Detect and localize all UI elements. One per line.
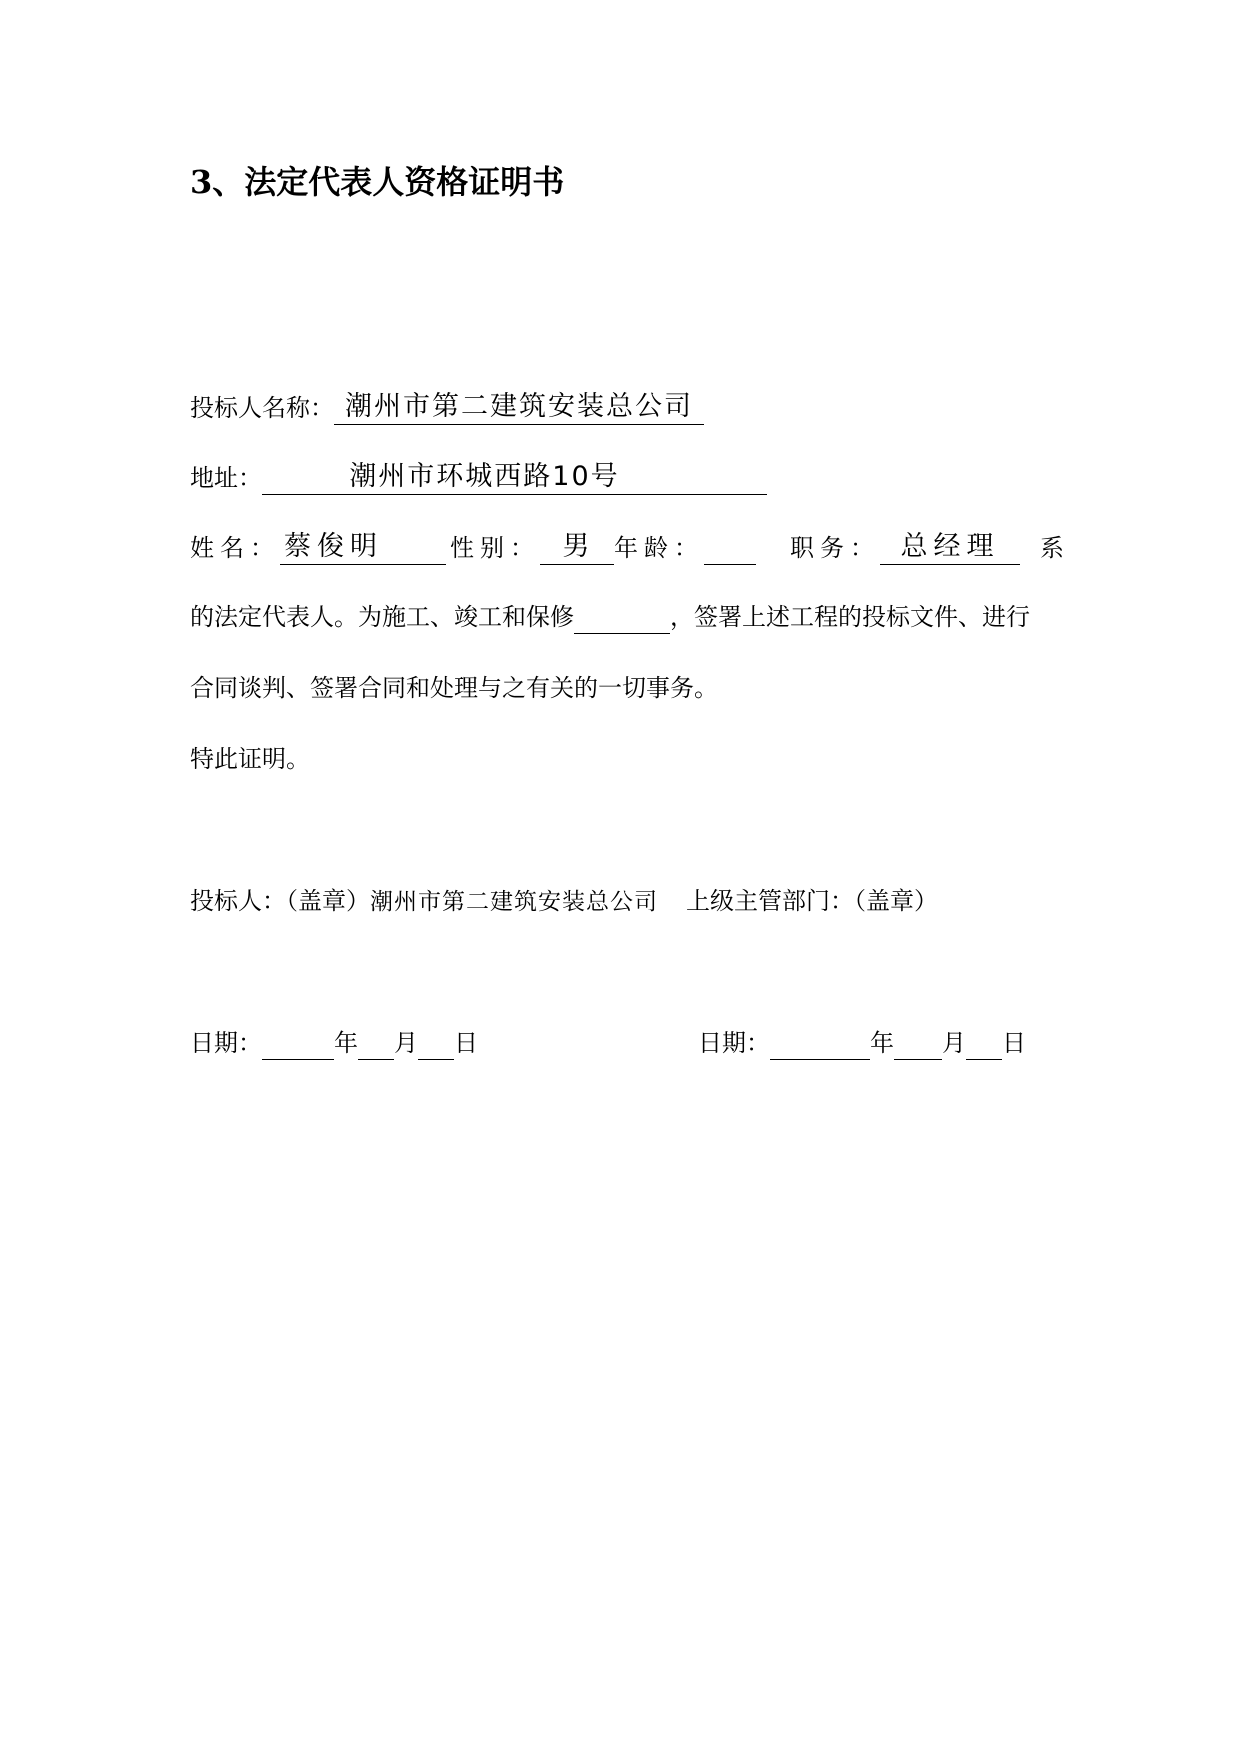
- body-line-3: 特此证明。: [190, 745, 310, 773]
- day-label-right: 日: [1002, 1029, 1026, 1057]
- position-label: 职务：: [790, 534, 880, 562]
- signature-row: [190, 884, 938, 919]
- person-row: [190, 530, 1064, 565]
- month-label-right: 月: [942, 1029, 966, 1057]
- age-field[interactable]: [704, 538, 756, 565]
- bidder-stamp-value: 潮州市第二建筑安装总公司: [370, 889, 658, 915]
- day-field-right[interactable]: [966, 1033, 1002, 1060]
- bidder-name-row: [190, 390, 704, 425]
- month-field-right[interactable]: [894, 1033, 942, 1060]
- address-value: 潮州市环城西路10号: [349, 461, 620, 492]
- year-field-left[interactable]: [262, 1033, 334, 1060]
- document-title: 3、法定代表人资格证明书: [190, 163, 565, 201]
- project-blank[interactable]: [574, 607, 670, 634]
- suffix-text: 系: [1040, 534, 1064, 562]
- date-label-left: 日期：: [190, 1029, 262, 1057]
- body-line-2: 合同谈判、签署合同和处理与之有关的一切事务。: [190, 674, 718, 702]
- address-field[interactable]: [262, 460, 767, 495]
- age-label: 年龄：: [614, 534, 704, 562]
- body-line-1b: ，签署上述工程的投标文件、进行: [670, 603, 1030, 631]
- address-label: 地址：: [190, 464, 262, 492]
- gender-field[interactable]: 男: [540, 530, 614, 565]
- date-label-right: 日期：: [698, 1029, 770, 1057]
- name-label: 姓名：: [190, 534, 280, 562]
- month-label-left: 月: [394, 1029, 418, 1057]
- position-field[interactable]: 总经理: [880, 530, 1020, 565]
- bidder-name-label: 投标人名称：: [190, 394, 334, 422]
- name-field[interactable]: 蔡俊明: [280, 530, 446, 565]
- year-label-right: 年: [870, 1029, 894, 1057]
- year-field-right[interactable]: [770, 1033, 870, 1060]
- date-row-right: [698, 1026, 1026, 1060]
- gender-label: 性别：: [450, 534, 540, 562]
- year-label-left: 年: [334, 1029, 358, 1057]
- month-field-left[interactable]: [358, 1033, 394, 1060]
- bidder-name-field[interactable]: 潮州市第二建筑安装总公司: [334, 390, 704, 425]
- address-row: [190, 460, 767, 495]
- body-line-1a: 的法定代表人。为施工、竣工和保修: [190, 603, 574, 631]
- day-field-left[interactable]: [418, 1033, 454, 1060]
- date-row-left: [190, 1026, 478, 1060]
- superior-stamp-label: 上级主管部门：（盖章）: [686, 887, 938, 915]
- bidder-stamp-label: 投标人：（盖章）: [190, 887, 370, 915]
- body-line-1: [190, 600, 1030, 634]
- day-label-left: 日: [454, 1029, 478, 1057]
